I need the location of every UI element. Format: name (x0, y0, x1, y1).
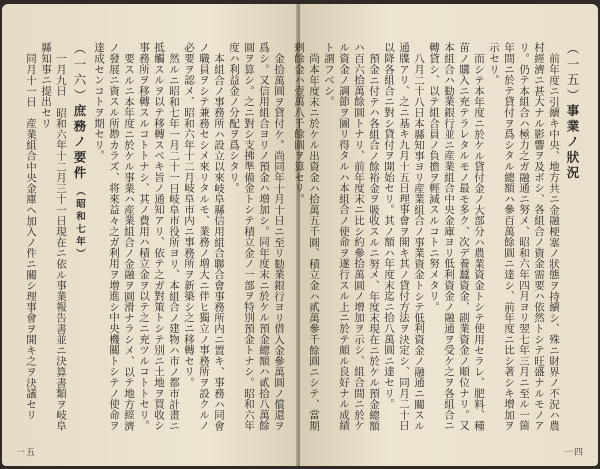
right-page-number: 一四 (563, 448, 584, 458)
entry-text: 昭和六年十二月三十一日現在ニ依ル事業報告書並ニ決算書類ヲ岐阜縣知事ニ提出セリ (40, 42, 67, 431)
dated-entry (23, 42, 38, 434)
left-page (2, 4, 298, 466)
section-heading-note: （昭和七年） (74, 185, 85, 261)
right-paragraph: 尚本年度末ニ於ケル出資金ハ拾萬五千圓、積立金ハ貳萬參千餘圓ニシテ、當期剩餘金ハ壹萬八千餘圓ヲ算セリ。 (293, 42, 320, 431)
left-page-number: 一五 (16, 448, 37, 458)
right-paragraph: 八月二十八日本縣知事ヨリ産業組合ノ事業資金トシテ低利資金ノ融通ニ關スル通牒アリ、之ニ基キ九月十五日理事會ヲ開キ其ノ貸付方法ヲ決定シ、同月二十日以降各組合ニ對シ貸付ヲ開始セリ。其ノ額ハ年度末迄ニ拾八萬圓ニ達セリ。 (383, 42, 425, 431)
section-heading-text: 庶務ノ要件 (72, 104, 87, 182)
left-continuation-paragraph: 金拾萬圓ヲ貸付ケ。尚同年十月十日ニ至リ勧業銀行ヨリ借入金參萬圓ノ償還ヲ爲シ。又信用組合ヨリノ預金ハ増加シ。同年度末ニ於ケル預金總額ハ貳拾八萬餘圓ヲ算シ。之ニ對シ支拂準備金トシテ積立金ノ一部ヲ特別預金トナシ。昭和六年度ハ利益金ノ分配ヲ爲シタリ。 (228, 42, 285, 431)
right-paragraph: 前年度ニ引續キ中央、地方共ニ金融梗塞ノ狀態ヲ持續シ、殊ニ財界ノ不況ハ農村經濟ニ甚大ナル影響ヲ及ボシ、各組合ノ資金需要ハ依然トシテ旺盛ナルモノアリ。仍テ本組合ハ極力之ガ融通ニ努メ、昭和六年四月ヨリ翌七年三月ニ至ル一箇年間ニ於テ貸付ヲ爲シタル總額ハ參百萬餘圓ニ達シ、前年度ニ比シ著シキ增加ヲ示セリ。 (488, 42, 560, 431)
entry-date: 一月九日 (55, 52, 67, 96)
section-heading-number: （一五） (565, 42, 580, 104)
section-heading-16 (72, 42, 87, 434)
right-page-text (293, 42, 584, 434)
right-page (293, 4, 598, 466)
left-page-text (18, 42, 286, 434)
right-paragraph: 預金ニ付テハ各組合ノ餘裕金ヲ吸收スルニ努メ、年度末現在ニ於ケル預金總額ハ百六拾萬餘圓トナリ、前年度末ニ比シ約參拾萬圓ノ增加ヲ示シ、組合間ニ於ケル資金ノ調節ヲ圖リ得タルハ本組合ノ使命ヲ遂行スル上ニ於テ頗ル良好ナル成績ト謂フベシ。 (323, 42, 380, 431)
left-paragraph: 然ルニ昭和七年一月二十一日岐阜市役所ヨリ、本組合ノ建物ハ市ノ都市計畫ニ抵觸スルヲ以テ移轉スベキ旨ノ通知アリ、依テ之ガ對策トシテ別ニ土地ヲ買收シ事務所ヲ移轉スルコトトナシ、其ノ費用ハ積立金ヲ以テ之ニ充ツルコトトセリ。 (138, 42, 180, 431)
section-heading-text: 事業ノ狀況 (565, 104, 580, 182)
left-paragraph: 本組合ノ事務所ハ設立以來岐阜縣信用組合聯合會事務所内ニ置キ、事務ハ同會ノ職員ヲシテ兼務セシメ來リタルモ、業務ノ増大ニ伴ヒ獨立ノ事務所ヲ設クルノ必要ヲ認メ、昭和六年十二月岐阜市内ニ事務所ヲ新築シ之ニ移轉セリ。 (183, 42, 225, 431)
section-heading-number: （一六） (72, 42, 87, 104)
entry-date: 同月十一日 (25, 52, 37, 107)
left-paragraph: 要スルニ本年度ニ於ケル事業ハ産業組合ノ金融ヲ圓滑ナラシメ、以テ地方經濟ノ發展ニ資スル所尠カラズ、将來益々之ガ利用ヲ增進シ中央機關トシテノ使命ヲ達成センコトヲ期セリ。 (93, 42, 135, 431)
entry-text: 産業組合中央金庫ヘ加入ノ件ニ關シ理事會ヲ開キ之ヲ決議セリ (25, 117, 37, 420)
section-heading-15 (565, 42, 580, 434)
right-paragraph: 而シテ本年度ニ於ケル貸付金ノ大部分ハ農業資金トシテ使用セラレ、肥料、種苗ノ購入ニ充テラレタルモノ最モ多ク、次デ養蠶資金、副業資金ノ順位ナリ。又本組合ハ勧業銀行並ニ産業組合中央金庫ヨリ低利資金ノ融通ヲ受ケ之ヲ各組合ニ轉貸シ、以テ組合員ノ負擔ヲ輕減スルコトニ努メタリ。 (428, 42, 485, 431)
dated-entry (38, 42, 68, 434)
